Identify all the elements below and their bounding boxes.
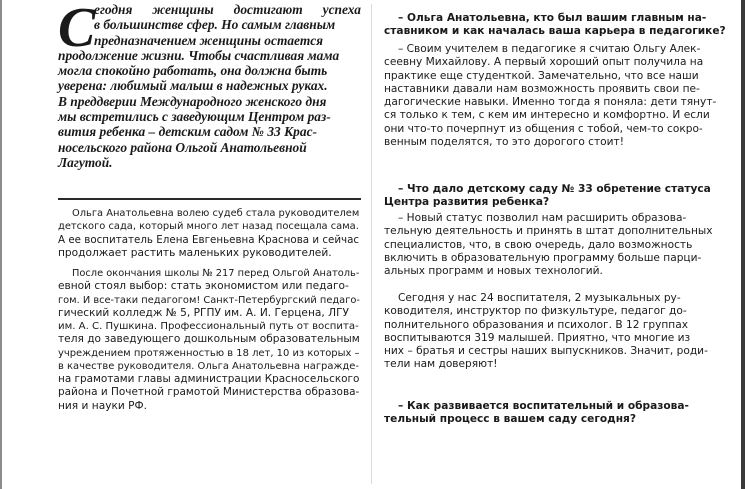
intro-paragraph [58,207,361,260]
body-line: тельную деятельность и принять в штат дополнительных [384,225,713,238]
body-line: теля до заведующего дошкольным образовательным [58,333,360,346]
answer-1 [384,43,729,149]
question-text [384,400,729,427]
lead-line: предназначением женщины остается [94,32,324,48]
career-text [58,267,361,413]
intro-text [58,207,361,260]
question-line: – Ольга Анатольевна, кто был вашим главным на- [398,12,707,24]
question-2 [384,183,729,210]
body-line: в качестве руководителя. Ольга Анатольевна награжде- [58,360,359,372]
lead-line: носельского района Ольгой Анатольевной [58,139,307,155]
body-line: района и Почетной грамотой Министерства образова- [58,386,360,399]
question-line: ставником и как началась ваша карьера в педагогике? [384,25,726,38]
lead-line: егодня женщины достигают успеха [94,2,361,17]
lead-line: могла спокойно работать, она должна быть [58,63,328,79]
question-line: – Что дало детскому саду № 33 обретение статуса [398,183,711,195]
lead-divider [58,198,361,200]
body-line: Ольга Анатольевна волею судеб стала руководителем [72,208,360,219]
answer-3 [384,292,729,372]
lead-line: вития ребенка – детским садом № 33 Крас- [58,124,317,140]
lead-line: В преддверии Международного женского дня [58,93,327,109]
body-line: А ее воспитатель Елена Евгеньевна Краснова и сейчас [58,233,360,246]
question-1 [384,12,729,39]
lead-line: уверена: любимый малыш в надежных руках. [58,78,328,94]
body-line: включить в образовательную программу больше парци- [384,251,702,264]
body-line: евной стоял выбор: стать экономистом или педаго- [58,280,349,293]
body-line: альных программ и новых технологий. [384,265,603,277]
body-line: учреждением протяженностью в 18 лет, 10 из которых – [58,347,360,359]
body-line: гом. И все-таки педагогом! Санкт-Петербургский педаго- [58,294,360,306]
body-line: сеевну Михайлову. А первый хороший опыт получила на [384,56,704,69]
question-line: Центра развития ребенка? [384,196,550,209]
question-text [384,183,729,210]
body-line: воспитываются 319 малышей. Приятно, что многие из [384,331,691,344]
body-line: ководителя, инструктор по физкультуре, педагог до- [384,305,687,318]
body-line: специалистов, что, в свою очередь, дало возможность [384,238,693,251]
body-line: продолжает растить маленьких руководителей. [58,246,332,259]
right-edge-rule [741,0,745,489]
body-line: Сегодня у нас 24 воспитателя, 2 музыкальных ру- [398,292,681,304]
question-text [384,12,729,39]
lead-line: Лагутой. [58,154,113,170]
lead-line: мы встретились с заведующим Центром раз- [58,109,331,125]
body-line: на грамотами главы администрации Красносельского [58,373,360,385]
answer-text [384,212,729,278]
body-line: полнительного образования и психолог. В 12 группах [384,318,688,331]
body-line: дагогические навыки. Именно тогда я поняла: дети тянут- [384,96,717,108]
answer-text [384,43,729,149]
body-line: практике еще студенткой. Замечательно, что все наши [384,69,699,82]
body-line: них – братья и сестры наших выпускников. Значит, роди- [384,345,708,357]
left-column [58,0,361,412]
drop-cap: С [58,0,96,59]
question-line: – Как развивается воспитательный и образова- [398,400,689,412]
body-line: тели нам доверяют! [384,358,498,371]
question-3 [384,400,729,427]
body-line: ния и науки РФ. [58,399,148,412]
lead-line: продолжение жизни. Чтобы счастливая мама [58,47,340,63]
body-line: им. А. С. Пушкина. Профессиональный путь от воспита- [58,321,359,332]
body-line: – Новый статус позволил нам расширить образова- [398,212,687,224]
body-line: После окончания школы № 217 перед Ольгой Анатоль- [72,268,360,279]
body-line: они что-то почерпнут из общения с тобой, чем-то сокро- [384,122,703,135]
body-line: наставники давали нам возможность проявить свои пе- [384,82,700,95]
body-line: детского сада, который много лет назад посещала сама. [58,221,359,233]
left-edge-rule [0,0,2,489]
body-line: гический колледж № 5, РГПУ им. А. И. Герцена, ЛГУ [58,306,349,319]
body-line: венным поделятся, то это дорогого стоит! [384,135,624,148]
body-line: ся только к тем, с кем им интересно и комфортно. И если [384,109,710,122]
answer-text [384,292,729,372]
career-paragraph [58,267,361,413]
question-line: тельный процесс в вашем саду сегодня? [384,413,636,426]
column-gutter [371,4,372,484]
answer-2 [384,212,729,278]
lead-line: в большинстве сфер. Но самым главным [94,17,336,33]
lead-paragraph [58,0,361,170]
body-line: – Своим учителем в педагогике я считаю Ольгу Алек- [398,43,701,55]
